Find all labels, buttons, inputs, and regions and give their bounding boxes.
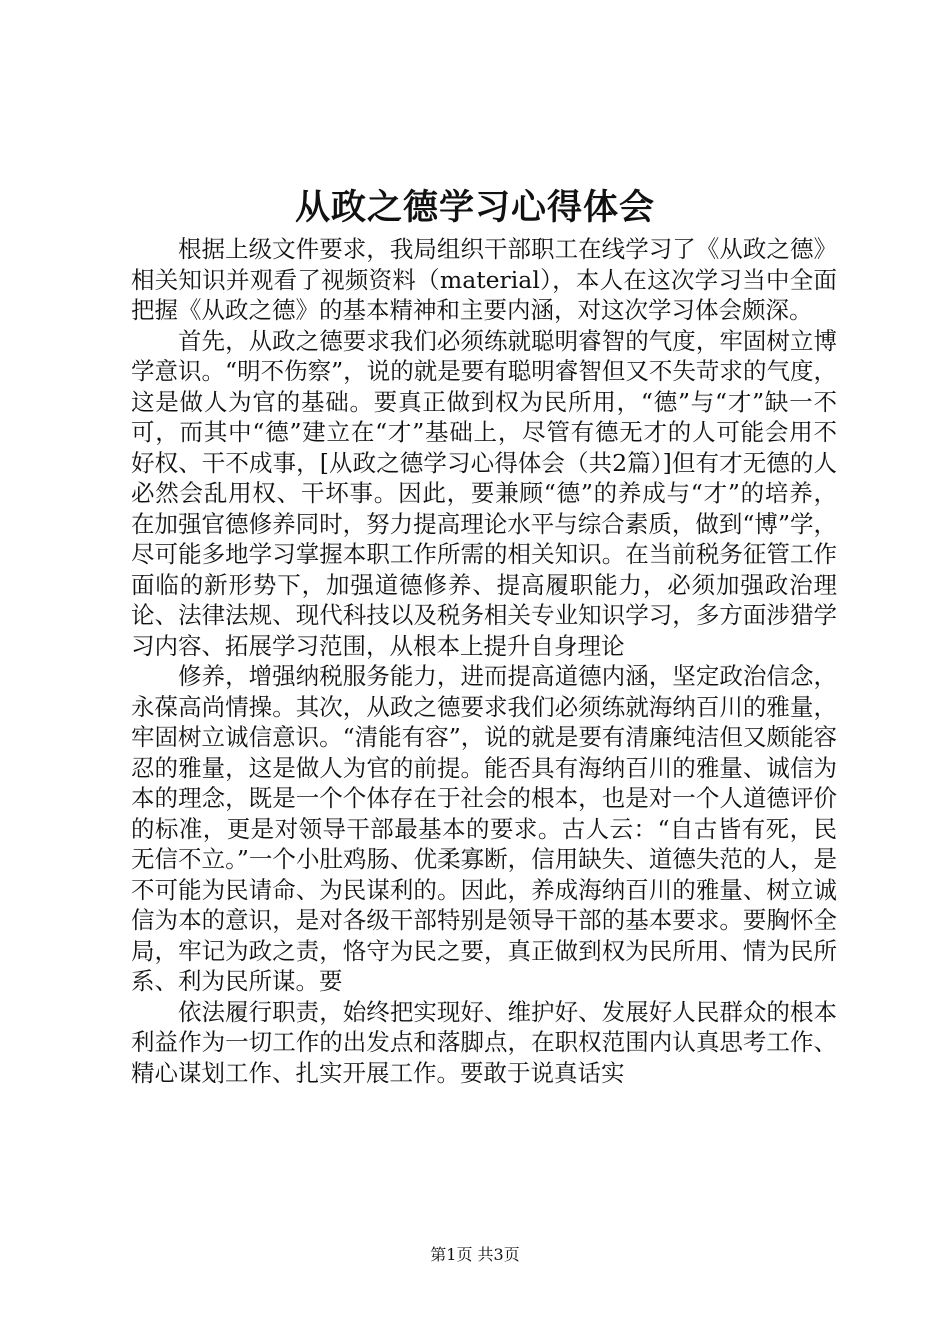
paragraph: 首先，从政之德要求我们必须练就聪明睿智的气度，牢固树立博学意识。“明不伤察”，说的就是要有聪明睿智但又不失苛求的气度，这是做人为官的基础。要真正做到权为民所用，“德”与“才”缺一不可，而其中“德”建立在“才”基础上，尽管有德无才的人可能会用不好权、干不成事，[从政之德学习心得体会（共2篇）]但有才无德的人必然会乱用权、干坏事。因此，要兼顾“德”的养成与“才”的培养，在加强官德修养同时，努力提高理论水平与综合素质，做到“博”学，尽可能多地学习掌握本职工作所需的相关知识。在当前税务征管工作面临的新形势下，加强道德修养、提高履职能力，必须加强政治理论、法律法规、现代科技以及税务相关专业知识学习，多方面涉猎学习内容、拓展学习范围，从根本上提升自身理论 <box>131 326 837 660</box>
document-title: 从政之德学习心得体会 <box>294 187 655 228</box>
paragraph: 依法履行职责，始终把实现好、维护好、发展好人民群众的根本利益作为一切工作的出发点和落脚点，在职权范围内认真思考工作、精心谋划工作、扎实开展工作。要敢于说真话实 <box>131 997 837 1087</box>
paragraph: 修养，增强纳税服务能力，进而提高道德内涵，坚定政治信念，永葆高尚情操。其次，从政之德要求我们必须练就海纳百川的雅量，牢固树立诚信意识。“清能有容”，说的就是要有清廉纯洁但又颇能容忍的雅量，这是做人为官的前提。能否具有海纳百川的雅量、诚信为本的理念，既是一个个体存在于社会的根本，也是对一个人道德评价的标准，更是对领导干部最基本的要求。古人云：“自古皆有死，民无信不立。”一个小肚鸡肠、优柔寡断，信用缺失、道德失范的人，是不可能为民请命、为民谋利的。因此，养成海纳百川的雅量、树立诚信为本的意识，是对各级干部特别是领导干部的基本要求。要胸怀全局，牢记为政之责，恪守为民之要，真正做到权为民所用、情为民所系、利为民所谋。要 <box>131 662 837 995</box>
paragraph: 根据上级文件要求，我局组织干部职工在线学习了《从政之德》相关知识并观看了视频资料（material），本人在这次学习当中全面把握《从政之德》的基本精神和主要内涵，对这次学习体会颇深。 <box>131 235 837 324</box>
document-body <box>131 234 837 1088</box>
page-number-footer: 第1页 共3页 <box>430 1245 520 1264</box>
